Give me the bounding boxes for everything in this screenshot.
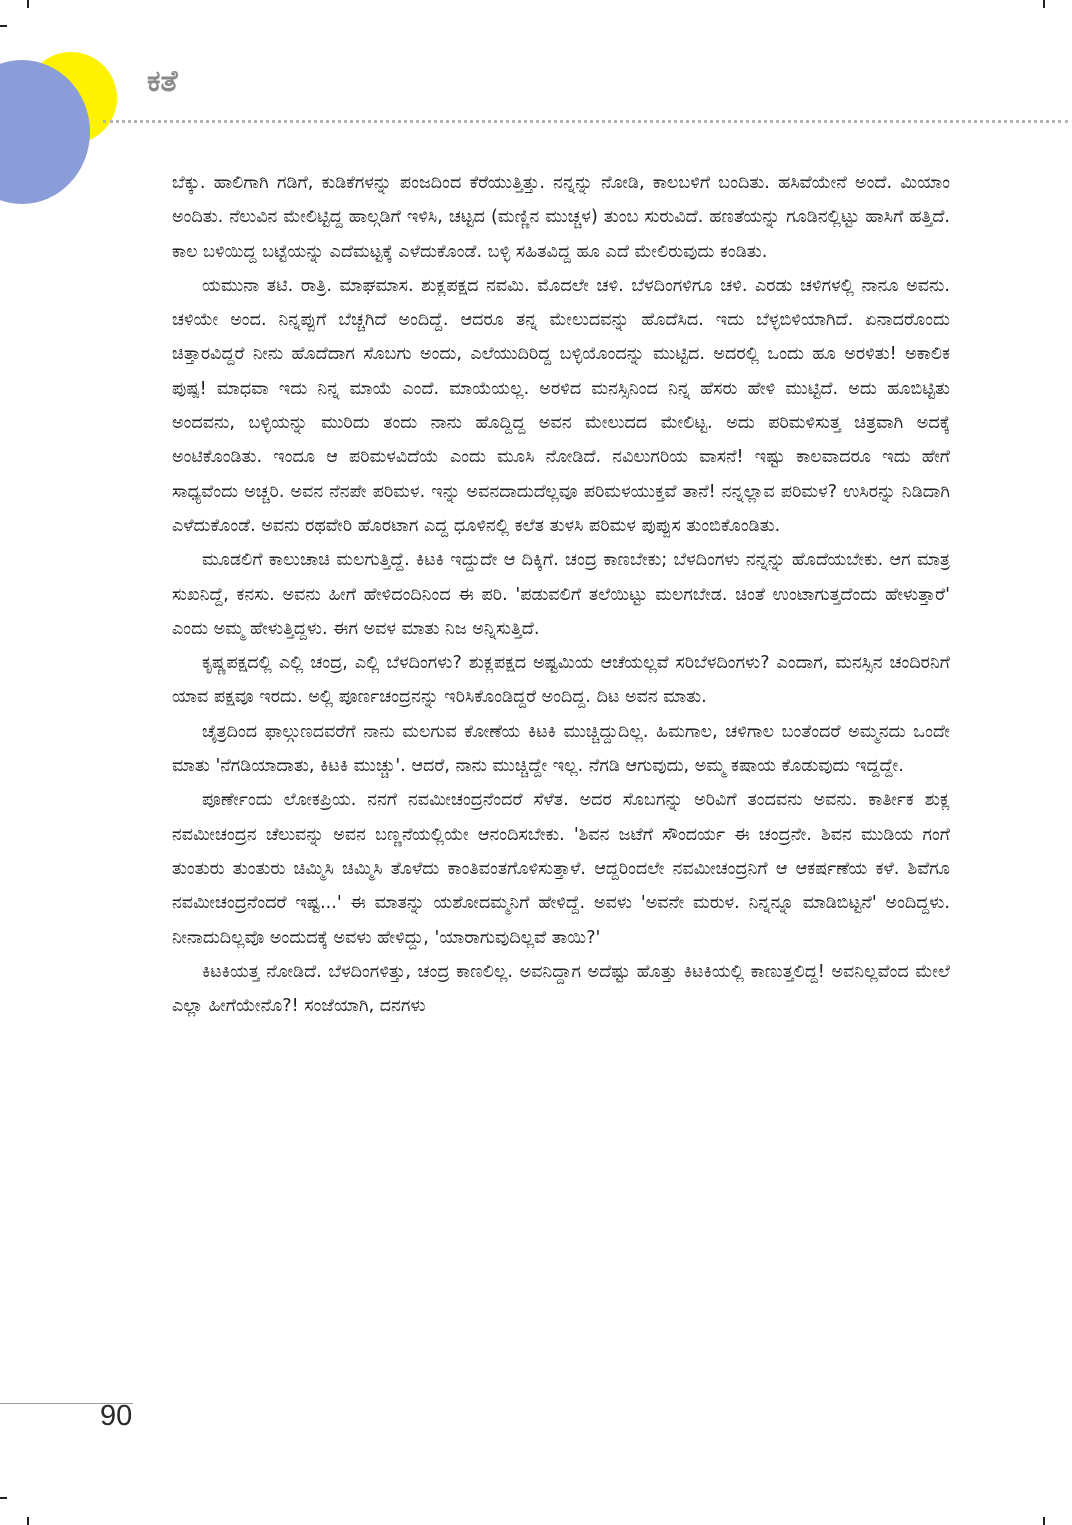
paragraph: ಮೂಡಲಿಗೆ ಕಾಲುಚಾಚಿ ಮಲಗುತ್ತಿದ್ದೆ. ಕಿಟಕಿ ಇದ್ದುದೇ ಆ ದಿಕ್ಕಿಗೆ. ಚಂದ್ರ ಕಾಣಬೇಕು; ಬೆಳದಿಂಗಳು ನನ್ನನ್ನು ಹೊದೆಯಬೇಕು. ಆಗ ಮಾತ್ರ ಸುಖನಿದ್ದೆ, ಕನಸು. ಅವನು ಹೀಗೆ ಹೇಳಿದಂದಿನಿಂದ ಈ ಪರಿ. 'ಪಡುವಲಿಗೆ ತಲೆಯಿಟ್ಟು ಮಲಗಬೇಡ. ಚಿಂತೆ ಉಂಟಾಗುತ್ತದೆಂದು ಹೇಳುತ್ತಾರೆ' ಎಂದು ಅಮ್ಮ ಹೇಳುತ್ತಿದ್ದಳು. ಈಗ ಅವಳ ಮಾತು ನಿಜ ಅನ್ನಿಸುತ್ತಿದೆ. (172, 550, 950, 639)
crop-mark-bottom-left (27, 1517, 29, 1525)
paragraph: ಪೂರ್ಣೇಂದು ಲೋಕಪ್ರಿಯ. ನನಗೆ ನವಮೀಚಂದ್ರನೆಂದರೆ ಸೆಳೆತ. ಅದರ ಸೊಬಗನ್ನು ಅರಿವಿಗೆ ತಂದವನು ಅವನು. ಕಾರ್ತೀಕ ಶುಕ್ಲ ನವಮೀಚಂದ್ರನ ಚೆಲುವನ್ನು ಅವನ ಬಣ್ಣನೆಯಲ್ಲಿಯೇ ಆನಂದಿಸಬೇಕು. 'ಶಿವನ ಜಟೆಗೆ ಸೌಂದರ್ಯ ಈ ಚಂದ್ರನೇ. ಶಿವನ ಮುಡಿಯ ಗಂಗೆ ತುಂತುರು ತುಂತುರು ಚಿಮ್ಮಿಸಿ ಚಿಮ್ಮಿಸಿ ತೊಳೆದು ಕಾಂತಿವಂತಗೊಳಿಸುತ್ತಾಳೆ. ಆದ್ದರಿಂದಲೇ ನವಮೀಚಂದ್ರನಿಗೆ ಆ ಆಕರ್ಷಣೆಯ ಕಳೆ. ಶಿವೆಗೂ ನವಮೀಚಂದ್ರನೆಂದರೆ ಇಷ್ಟ...' ಈ ಮಾತನ್ನು ಯಶೋದಮ್ಮನಿಗೆ ಹೇಳಿದ್ದೆ. ಅವಳು 'ಅವನೇ ಮರುಳ. ನಿನ್ನನ್ನೂ ಮಾಡಿಬಿಟ್ಟನೆ' ಅಂದಿದ್ದಳು. ನೀನಾದುದಿಲ್ಲವೊ ಅಂದುದಕ್ಕೆ ಅವಳು ಹೇಳಿದ್ದು, 'ಯಾರಾಗುವುದಿಲ್ಲವೆ ತಾಯಿ?' (172, 790, 950, 948)
crop-mark-top-right (1043, 0, 1045, 8)
paragraph: ಚೈತ್ರದಿಂದ ಫಾಲ್ಗುಣದವರೆಗೆ ನಾನು ಮಲಗುವ ಕೋಣೆಯ ಕಿಟಕಿ ಮುಚ್ಚಿದ್ದುದಿಲ್ಲ. ಹಿಮಗಾಲ, ಚಳಿಗಾಲ ಬಂತೆಂದರೆ ಅಮ್ಮನದು ಒಂದೇ ಮಾತು 'ನೆಗಡಿಯಾದಾತು, ಕಿಟಕಿ ಮುಚ್ಚು'. ಆದರೆ, ನಾನು ಮುಚ್ಚಿದ್ದೇ ಇಲ್ಲ. ನೆಗಡಿ ಆಗುವುದು, ಅಮ್ಮ ಕಷಾಯ ಕೊಡುವುದು ಇದ್ದದ್ದೇ. (172, 721, 950, 777)
paragraph: ಕಿಟಕಿಯತ್ತ ನೋಡಿದೆ. ಬೆಳದಿಂಗಳಿತ್ತು, ಚಂದ್ರ ಕಾಣಲಿಲ್ಲ. ಅವನಿದ್ದಾಗ ಅದೆಷ್ಟು ಹೊತ್ತು ಕಿಟಕಿಯಲ್ಲಿ ಕಾಣುತ್ತಲಿದ್ದ! ಅವನಿಲ್ಲವೆಂದ ಮೇಲೆ ಎಲ್ಲಾ ಹೀಗೆಯೇನೊ?! ಸಂಜೆಯಾಗಿ, ದನಗಳು (172, 961, 950, 1017)
paragraph: ಯಮುನಾ ತಟಿ. ರಾತ್ರಿ. ಮಾಘಮಾಸ. ಶುಕ್ಲಪಕ್ಷದ ನವಮಿ. ಮೊದಲೇ ಚಳಿ. ಬೆಳದಿಂಗಳಿಗೂ ಚಳಿ. ಎರಡು ಚಳಿಗಳಲ್ಲಿ ನಾನೂ ಅವನು. ಚಳಿಯೇ ಅಂದ. ನಿನ್ನಪ್ಪುಗೆ ಬೆಚ್ಚಗಿದೆ ಅಂದಿದ್ದೆ. ಆದರೂ ತನ್ನ ಮೇಲುದವನ್ನು ಹೊದೆಸಿದ. ಇದು ಬೆಳ್ಳಬಿಳಿಯಾಗಿದೆ. ಏನಾದರೊಂದು ಚಿತ್ತಾರವಿದ್ದರೆ ನೀನು ಹೊದೆದಾಗ ಸೊಬಗು ಅಂದು, ಎಲೆಯುದಿರಿದ್ದ ಬಳ್ಳಿಯೊಂದನ್ನು ಮುಟ್ಟಿದ. ಅದರಲ್ಲಿ ಒಂದು ಹೂ ಅರಳಿತು! ಅಕಾಲಿಕ ಪುಷ್ಪ! ಮಾಧವಾ ಇದು ನಿನ್ನ ಮಾಯೆ ಎಂದೆ. ಮಾಯೆಯಲ್ಲ. ಅರಳಿದ ಮನಸ್ಸಿನಿಂದ ನಿನ್ನ ಹೆಸರು ಹೇಳಿ ಮುಟ್ಟಿದೆ. ಅದು ಹೂಬಿಟ್ಟಿತು ಅಂದವನು, ಬಳ್ಳಿಯನ್ನು ಮುರಿದು ತಂದು ನಾನು ಹೊದ್ದಿದ್ದ ಅವನ ಮೇಲುದದ ಮೇಲಿಟ್ಟ. ಅದು ಪರಿಮಳಿಸುತ್ತ ಚಿತ್ರವಾಗಿ ಅದಕ್ಕೆ ಅಂಟಿಕೊಂಡಿತು. ಇಂದೂ ಆ ಪರಿಮಳವಿದೆಯೆ ಎಂದು ಮೂಸಿ ನೋಡಿದೆ. ನವಿಲುಗರಿಯ ವಾಸನೆ! ಇಷ್ಟು ಕಾಲವಾದರೂ ಇದು ಹೇಗೆ ಸಾಧ್ಯವೆಂದು ಅಚ್ಚರಿ. ಅವನ ನೆನಪೇ ಪರಿಮಳ. ಇನ್ನು ಅವನದಾದುದೆಲ್ಲವೂ ಪರಿಮಳಯುಕ್ತವೆ ತಾನೆ! ನನ್ನಲ್ಲಾವ ಪರಿಮಳ? ಉಸಿರನ್ನು ನಿಡಿದಾಗಿ ಎಳೆದುಕೊಂಡೆ. ಅವನು ರಥವೇರಿ ಹೊರಟಾಗ ಎದ್ದ ಧೂಳಿನಲ್ಲಿ ಕಲೆತ ತುಳಸಿ ಪರಿಮಳ ಪುಪ್ಪುಸ ತುಂಬಿಕೊಂಡಿತು. (172, 275, 950, 536)
paragraph: ಬೆಕ್ಕು. ಹಾಲಿಗಾಗಿ ಗಡಿಗೆ, ಕುಡಿಕೆಗಳನ್ನು ಪಂಜದಿಂದ ಕೆರೆಯುತ್ತಿತ್ತು. ನನ್ನನ್ನು ನೋಡಿ, ಕಾಲಬಳಿಗೆ ಬಂದಿತು. ಹಸಿವೆಯೇನೆ ಅಂದೆ. ಮಿಯಾಂ ಅಂದಿತು. ನೆಲುವಿನ ಮೇಲಿಟ್ಟಿದ್ದ ಹಾಲ್ಗಡಿಗೆ ಇಳಿಸಿ, ಚಟ್ಟದ (ಮಣ್ಣಿನ ಮುಚ್ಚಳ) ತುಂಬ ಸುರುವಿದೆ. ಹಣತೆಯನ್ನು ಗೂಡಿನಲ್ಲಿಟ್ಟು ಹಾಸಿಗೆ ಹತ್ತಿದೆ. ಕಾಲ ಬಳಿಯಿದ್ದ ಬಟ್ಟೆಯನ್ನು ಎದೆಮಟ್ಟಕ್ಕೆ ಎಳೆದುಕೊಂಡೆ. ಬಳ್ಳಿ ಸಹಿತವಿದ್ದ ಹೂ ಎದೆ ಮೇಲಿರುವುದು ಕಂಡಿತು. (172, 173, 950, 262)
page-number: 90 (100, 1400, 133, 1432)
header-dotted-rule (103, 120, 1068, 123)
paragraph: ಕೃಷ್ಣಪಕ್ಷದಲ್ಲಿ ಎಲ್ಲಿ ಚಂದ್ರ, ಎಲ್ಲಿ ಬೆಳದಿಂಗಳು? ಶುಕ್ಲಪಕ್ಷದ ಅಷ್ಟಮಿಯ ಆಚೆಯಲ್ಲವೆ ಸರಿಬೆಳದಿಂಗಳು? ಎಂದಾಗ, ಮನಸ್ಸಿನ ಚಂದಿರನಿಗೆ ಯಾವ ಪಕ್ಷವೂ ಇರದು. ಅಲ್ಲಿ ಪೂರ್ಣಚಂದ್ರನನ್ನು ಇರಿಸಿಕೊಂಡಿದ್ದರೆ ಅಂದಿದ್ದ. ದಿಟ ಅವನ ಮಾತು. (172, 653, 950, 708)
section-label: ಕತೆ (147, 64, 178, 99)
header-circles-decoration (0, 0, 130, 210)
crop-mark-bottom-right (1043, 1517, 1045, 1525)
crop-mark-left-lower (0, 1497, 7, 1499)
story-body (172, 166, 950, 1023)
